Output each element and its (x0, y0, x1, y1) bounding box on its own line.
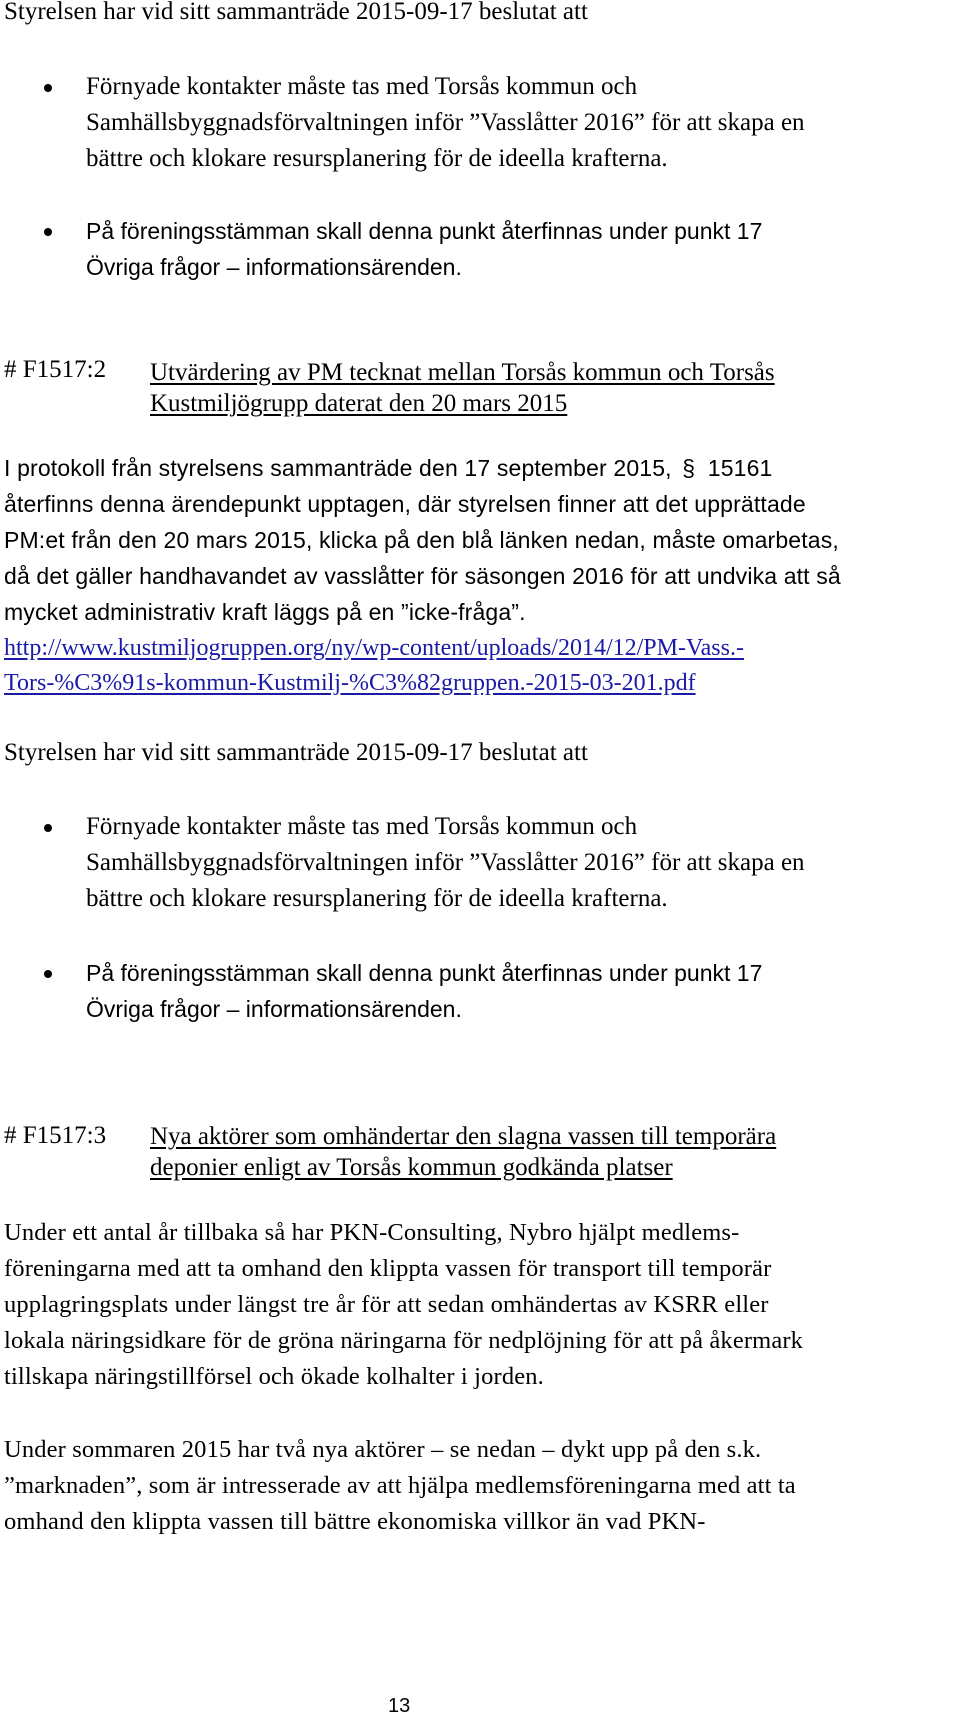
paragraph-line: Under sommaren 2015 har två nya aktörer – se nedan – dykt upp på den s.k. (4, 1436, 762, 1463)
paragraph-line: återfinns denna ärendepunkt upptagen, där styrelsen finner att det upprättade (4, 491, 806, 517)
item-title-line: Utvärdering av PM tecknat mellan Torsås kommun och Torsås (150, 359, 775, 386)
paragraph-line: föreningarna med att ta omhand den klippta vassen för transport till temporär (4, 1255, 772, 1282)
bullet-icon (44, 970, 52, 978)
page-number: 13 (388, 1695, 411, 1717)
paragraph-text: I protokoll från styrelsens sammanträde den 17 september 2015, (4, 455, 672, 481)
bullet-icon (44, 84, 52, 92)
pm-document-link[interactable]: Tors-%C3%91s-kommun-Kustmilj-%C3%82gruppen.-2015-03-201.pdf (4, 670, 696, 696)
paragraph-line: ”marknaden”, som är intresserade av att hjälpa medlemsföreningarna med att ta (4, 1472, 796, 1499)
bullet-icon (44, 228, 52, 236)
paragraph-line (4, 450, 772, 486)
bullet-text-line: bättre och klokare resursplanering för de ideella krafterna. (86, 145, 668, 172)
decision-intro: Styrelsen har vid sitt sammanträde 2015-09-17 beslutat att (4, 739, 588, 766)
pm-document-link[interactable]: http://www.kustmiljogruppen.org/ny/wp-content/uploads/2014/12/PM-Vass.- (4, 635, 744, 661)
paragraph-line: upplagringsplats under längst tre år för att sedan omhändertas av KSRR eller (4, 1291, 769, 1318)
bullet-icon (44, 824, 52, 832)
decision-intro: Styrelsen har vid sitt sammanträde 2015-09-17 beslutat att (4, 0, 588, 25)
bullet-text-line: bättre och klokare resursplanering för de ideella krafterna. (86, 885, 668, 912)
paragraph-line: tillskapa näringstillförsel och ökade kolhalter i jorden. (4, 1363, 544, 1390)
item-title-line: deponier enligt av Torsås kommun godkända platser (150, 1154, 673, 1181)
section-sign-icon: § (682, 455, 696, 481)
item-title-line: Kustmiljögrupp daterat den 20 mars 2015 (150, 390, 568, 417)
item-title-line: Nya aktörer som omhändertar den slagna vassen till temporära (150, 1123, 777, 1150)
bullet-text-line: Samhällsbyggnadsförvaltningen inför ”Vasslåtter 2016” för att skapa en (86, 849, 805, 876)
bullet-text-line: På föreningsstämman skall denna punkt återfinnas under punkt 17 (86, 960, 763, 986)
bullet-text-line: Förnyade kontakter måste tas med Torsås kommun och (86, 813, 638, 840)
bullet-text-line: Förnyade kontakter måste tas med Torsås kommun och (86, 73, 638, 100)
item-number: # F1517:3 (4, 1122, 107, 1149)
bullet-text-line: På föreningsstämman skall denna punkt återfinnas under punkt 17 (86, 218, 763, 244)
paragraph-line: mycket administrativ kraft läggs på en ”icke-fråga”. (4, 599, 526, 625)
paragraph-line: Under ett antal år tillbaka så har PKN-Consulting, Nybro hjälpt medlems- (4, 1219, 740, 1246)
bullet-text-line: Samhällsbyggnadsförvaltningen inför ”Vasslåtter 2016” för att skapa en (86, 109, 805, 136)
paragraph-line: då det gäller handhavandet av vasslåtter för säsongen 2016 för att undvika att så (4, 563, 841, 589)
item-number: # F1517:2 (4, 356, 107, 383)
paragraph-line: PM:et från den 20 mars 2015, klicka på den blå länken nedan, måste omarbetas, (4, 527, 839, 553)
bullet-text-line: Övriga frågor – informationsärenden. (86, 996, 462, 1022)
paragraph-line: omhand den klippta vassen till bättre ekonomiska villkor än vad PKN- (4, 1508, 706, 1535)
reference-number: 15161 (707, 455, 773, 481)
paragraph-line: lokala näringsidkare för de gröna näringarna för nedplöjning för att på åkermark (4, 1327, 804, 1354)
bullet-text-line: Övriga frågor – informationsärenden. (86, 254, 462, 280)
